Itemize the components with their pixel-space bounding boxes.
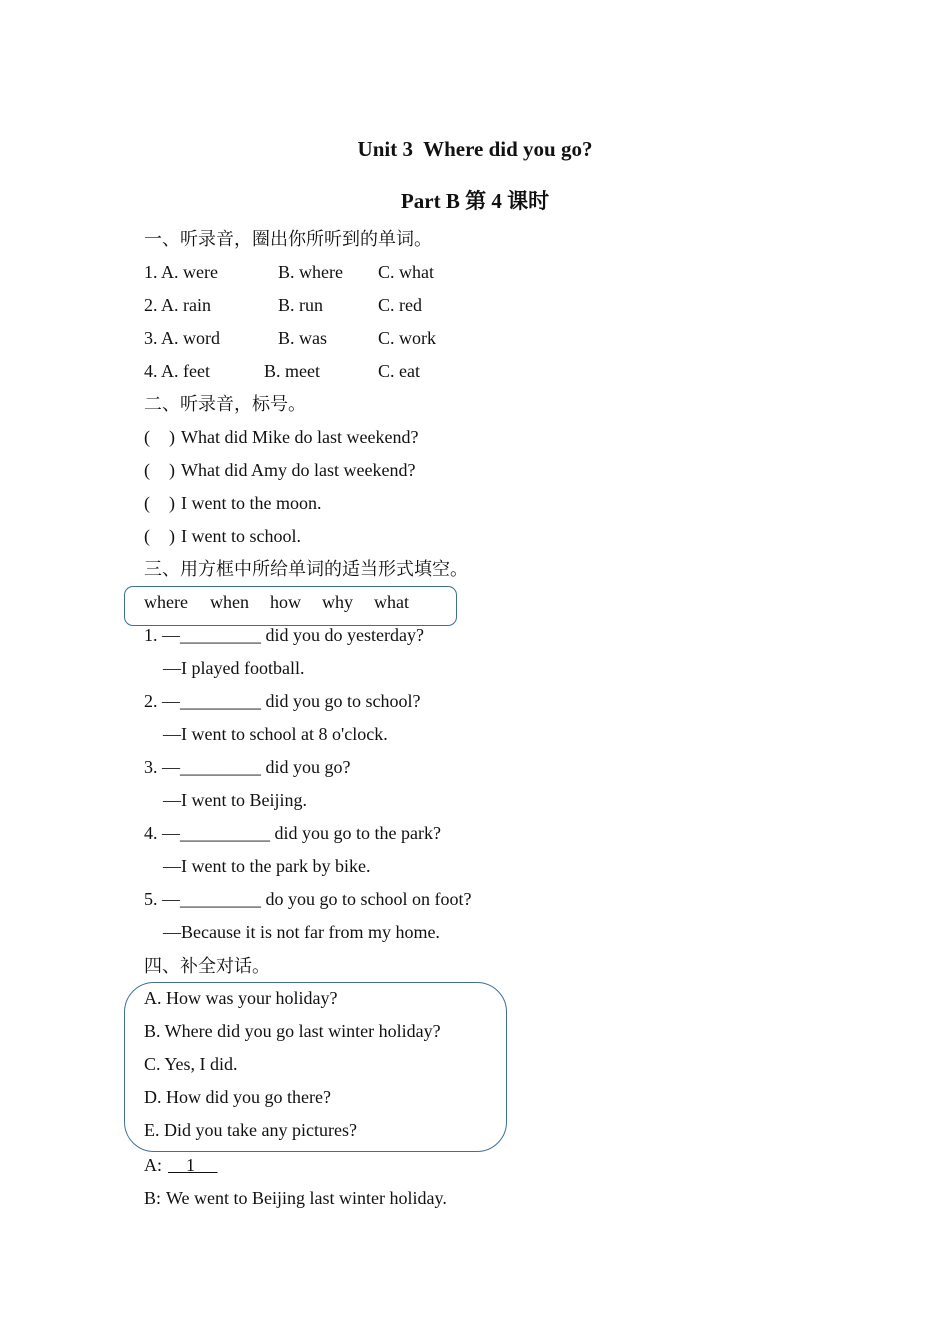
section3-heading: 三、用方框中所给单词的适当形式填空。 <box>144 559 468 579</box>
s1-item3-a: 3. A. word <box>144 328 220 348</box>
s1-item2-b: B. run <box>278 295 323 315</box>
s2-item2-close: ) <box>169 460 175 480</box>
word-bank-why: why <box>322 592 353 612</box>
s2-item4-close: ) <box>169 526 175 546</box>
section2-heading: 二、听录音，标号。 <box>144 394 306 414</box>
s1-item1-c: C. what <box>378 262 434 282</box>
s2-item1-close: ) <box>169 427 175 447</box>
s1-item2-c: C. red <box>378 295 422 315</box>
s3-a3: —I went to Beijing. <box>163 790 307 810</box>
s2-item3-text: I went to the moon. <box>181 493 322 513</box>
section1-heading: 一、听录音，圈出你所听到的单词。 <box>144 229 432 249</box>
s1-item4-a: 4. A. feet <box>144 361 210 381</box>
s3-q4: 4. —__________ did you go to the park? <box>144 823 441 843</box>
page-title: Unit 3 Where did you go? <box>357 137 593 161</box>
dialogue-a-speaker: A: <box>144 1155 162 1175</box>
s3-q1: 1. —_________ did you do yesterday? <box>144 625 424 645</box>
word-bank-what: what <box>374 592 409 612</box>
s3-a1: —I played football. <box>163 658 305 678</box>
s3-q5: 5. —_________ do you go to school on foot? <box>144 889 472 909</box>
s4-option-d: D. How did you go there? <box>144 1087 331 1107</box>
s3-a4: —I went to the park by bike. <box>163 856 371 876</box>
s1-item4-c: C. eat <box>378 361 420 381</box>
s1-item4-b: B. meet <box>264 361 320 381</box>
s3-a2: —I went to school at 8 o'clock. <box>163 724 388 744</box>
word-bank-when: when <box>210 592 249 612</box>
s2-item3-close: ) <box>169 493 175 513</box>
dialogue-b-text: We went to Beijing last winter holiday. <box>166 1188 447 1208</box>
s2-item3-open: ( <box>144 493 150 513</box>
s4-option-c: C. Yes, I did. <box>144 1054 238 1074</box>
word-bank-where: where <box>144 592 188 612</box>
s3-a5: —Because it is not far from my home. <box>163 922 440 942</box>
s4-option-e: E. Did you take any pictures? <box>144 1120 357 1140</box>
s2-item4-open: ( <box>144 526 150 546</box>
s3-q2: 2. —_________ did you go to school? <box>144 691 421 711</box>
s2-item2-open: ( <box>144 460 150 480</box>
s2-item2-text: What did Amy do last weekend? <box>181 460 416 480</box>
s3-q3: 3. —_________ did you go? <box>144 757 351 777</box>
s4-option-a: A. How was your holiday? <box>144 988 338 1008</box>
s1-item3-b: B. was <box>278 328 327 348</box>
s1-item1-b: B. where <box>278 262 343 282</box>
s1-item3-c: C. work <box>378 328 436 348</box>
s2-item1-open: ( <box>144 427 150 447</box>
section4-heading: 四、补全对话。 <box>144 956 270 976</box>
dialogue-b-speaker: B: <box>144 1188 162 1208</box>
page-subtitle: Part B 第 4 课时 <box>400 189 550 213</box>
s4-option-b: B. Where did you go last winter holiday? <box>144 1021 441 1041</box>
s2-item4-text: I went to school. <box>181 526 301 546</box>
dialogue-a-blank: 1 <box>168 1155 218 1175</box>
word-bank-how: how <box>270 592 301 612</box>
s1-item1-a: 1. A. were <box>144 262 218 282</box>
s2-item1-text: What did Mike do last weekend? <box>181 427 419 447</box>
s1-item2-a: 2. A. rain <box>144 295 211 315</box>
